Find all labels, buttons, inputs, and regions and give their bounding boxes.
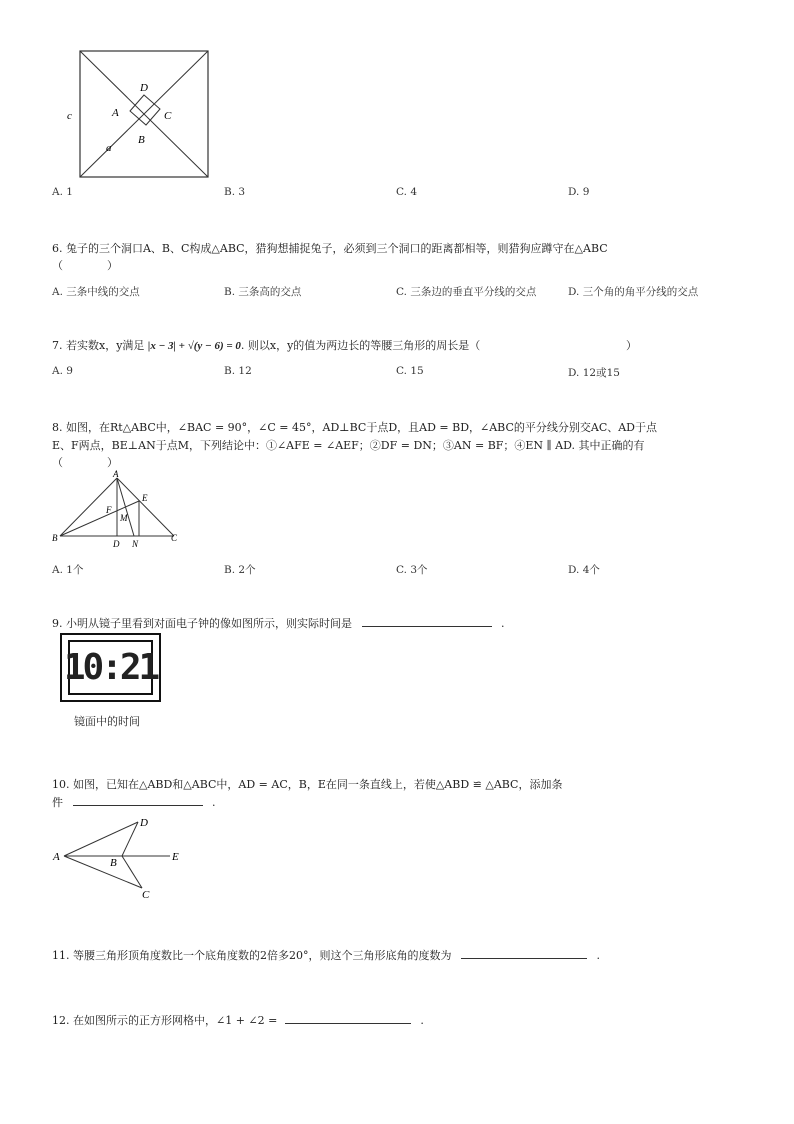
q7-text-b: . 则以x，y的值为两边长的等腰三角形的周长是（: [240, 339, 481, 352]
q8-paren: （ ）: [52, 456, 118, 469]
kite-label-C: C: [142, 889, 150, 901]
q7-option-a: A. 9: [52, 365, 73, 377]
tri-label-C: C: [171, 533, 178, 543]
q8-option-c: C. 3个: [396, 564, 428, 576]
q6-text: 6. 兔子的三个洞口A、B、C构成△ABC，猎狗想捕捉兔子，必须到三个洞口的距离都相等，则猎狗应蹲守在△ABC: [52, 242, 608, 255]
label-B: B: [138, 134, 145, 146]
tri-label-N: N: [132, 539, 139, 549]
q6-option-a: A. 三条中线的交点: [52, 286, 140, 298]
q10-line1: 10. 如图，已知在△ABD和△ABC中，AD = AC，B，E在同一条直线上，若使△ABD ≌ △ABC，添加条: [52, 778, 563, 791]
label-c: c: [67, 110, 72, 122]
q12-text: [52, 1012, 424, 1028]
q6-option-b: B. 三条高的交点: [224, 286, 302, 298]
q5-option-c: C. 4: [396, 186, 418, 198]
label-a: a: [106, 142, 112, 154]
q12-text-body: 12. 在如图所示的正方形网格中，∠1 + ∠2 =: [52, 1014, 278, 1027]
q8-option-d: D. 4个: [568, 564, 600, 576]
q6-option-c: C. 三条边的垂直平分线的交点: [396, 286, 537, 298]
label-D: D: [140, 82, 148, 94]
q11-end: .: [596, 949, 600, 962]
tri-label-B: B: [52, 533, 58, 543]
q5-option-b: B. 3: [224, 186, 246, 198]
tri-label-M: M: [120, 513, 128, 523]
clock-inner-frame: [63, 640, 158, 695]
q8-option-a: A. 1个: [52, 564, 84, 576]
q9-answer-blank[interactable]: [362, 626, 492, 627]
q6-paren: （ ）: [52, 259, 118, 272]
kite-label-B: B: [110, 857, 117, 869]
q7-option-d: D. 12或15: [568, 367, 620, 379]
mirror-clock: [60, 633, 161, 702]
q7-text: [52, 337, 480, 353]
tri-label-D: D: [113, 539, 120, 549]
kite-figure: [50, 812, 190, 902]
q7-close-paren: ）: [626, 339, 637, 352]
kite-label-E: E: [172, 851, 179, 863]
square-figure: [60, 45, 220, 185]
q9-end: .: [501, 617, 505, 630]
q6-option-d: D. 三个角的角平分线的交点: [568, 286, 699, 298]
clock-digits: 10:21: [63, 646, 158, 688]
q7-math: |x − 3| + √(y − 6) = 0: [147, 340, 241, 352]
q7-text-a: 7. 若实数x，y满足: [52, 339, 145, 352]
q11-text-body: 11. 等腰三角形顶角度数比一个底角度数的2倍多20°，则这个三角形底角的度数为: [52, 949, 452, 962]
q8-line1: 8. 如图，在Rt△ABC中，∠BAC = 90°，∠C = 45°，AD⊥BC于点D，且AD = BD，∠ABC的平分线分别交AC、AD于点: [52, 421, 658, 434]
q11-answer-blank[interactable]: [461, 958, 587, 959]
q5-option-d: D. 9: [568, 186, 590, 198]
q7-option-c: C. 15: [396, 365, 424, 377]
q11-text: [52, 947, 600, 963]
kite-label-A: A: [53, 851, 60, 863]
q12-end: .: [420, 1014, 424, 1027]
label-C: C: [164, 110, 172, 122]
q10-line2: [52, 794, 216, 810]
q10-end: .: [212, 796, 216, 809]
q7-option-b: B. 12: [224, 365, 252, 377]
tri-label-A: A: [113, 469, 119, 479]
q8-option-b: B. 2个: [224, 564, 256, 576]
tri-label-E: E: [142, 493, 148, 503]
q9-text: [52, 615, 505, 631]
clock-caption: 镜面中的时间: [74, 715, 140, 728]
q10-line2-text: 件: [52, 796, 63, 809]
triangle-figure: [50, 468, 190, 554]
q8-line2: E、F两点，BE⊥AN于点M，下列结论中：①∠AFE = ∠AEF；②DF = DN；③AN = BF；④EN ∥ AD. 其中正确的有: [52, 439, 645, 452]
kite-label-D: D: [140, 817, 148, 829]
q9-text-body: 9. 小明从镜子里看到对面电子钟的像如图所示，则实际时间是: [52, 617, 352, 630]
q12-answer-blank[interactable]: [285, 1023, 411, 1024]
tri-label-F: F: [106, 505, 112, 515]
q5-option-a: A. 1: [52, 186, 73, 198]
label-A: A: [112, 107, 119, 119]
q10-answer-blank[interactable]: [73, 805, 203, 806]
